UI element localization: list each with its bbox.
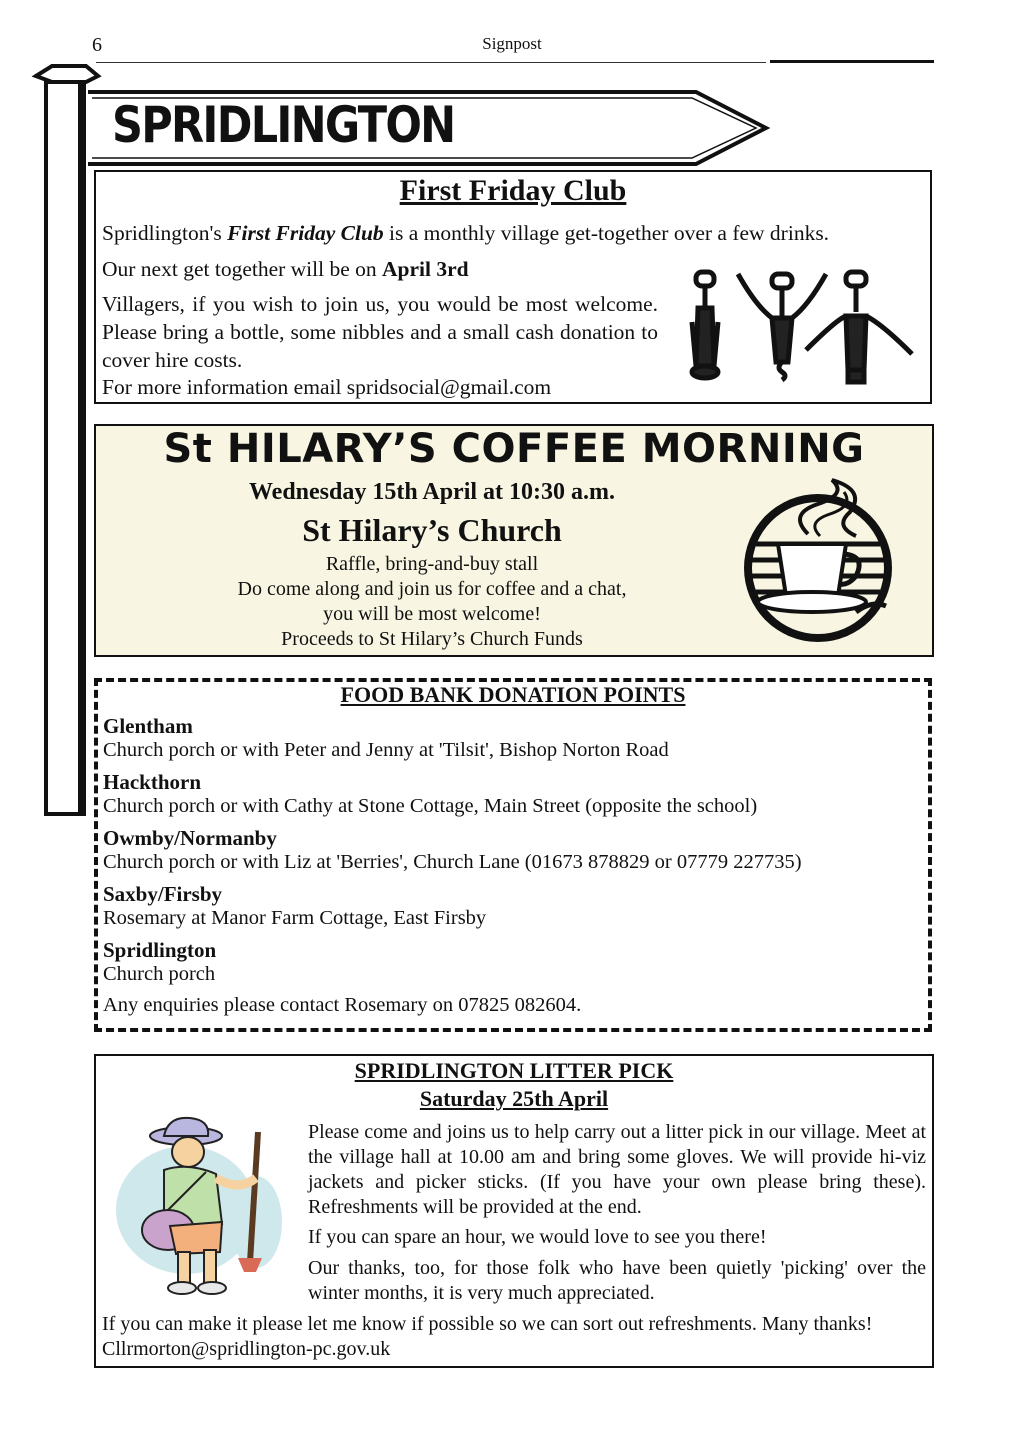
litter-pick-para: Our thanks, too, for those folk who have been quietly 'picking' over the winter months, it is very much appreciated. [308,1257,926,1304]
food-bank-detail: Rosemary at Manor Farm Cottage, East Firsby [103,907,487,929]
food-bank-location: Saxby/Firsby [103,882,223,906]
food-bank-location: Spridlington [103,938,217,962]
page-number: 6 [92,34,102,56]
first-friday-intro: Spridlington's First Friday Club is a monthly village get-together over a few drinks. [102,221,830,245]
litter-pick-date: Saturday 25th April [419,1086,609,1111]
litter-pick-email: Cllrmorton@spridlington-pc.gov.uk [102,1338,391,1360]
food-bank-enquiries: Any enquiries please contact Rosemary on 07825 082604. [103,994,582,1016]
coffee-morning-line: Proceeds to St Hilary’s Church Funds [281,628,583,650]
food-bank-detail: Church porch [103,963,216,985]
contact-email-line: For more information email spridsocial@gmail.com [102,375,552,399]
food-bank-detail: Church porch or with Cathy at Stone Cottage, Main Street (opposite the school) [103,795,758,817]
litter-pick-closing: If you can make it please let me know if possible so we can sort out refreshments. Many thanks! [102,1313,873,1335]
food-bank-detail: Church porch or with Peter and Jenny at 'Tilsit', Bishop Norton Road [103,739,669,761]
coffee-morning-line: Raffle, bring-and-buy stall [325,553,539,575]
villagers-invite: Villagers, if you wish to join us, you would be most welcome. Please bring a bottle, some nibbles and a small cash donation to cover hire costs. [102,292,658,372]
village-title: SPRIDLINGTON [112,96,455,154]
litter-pick-title: SPRIDLINGTON LITTER PICK [354,1058,674,1083]
food-bank-location: Owmby/Normanby [103,826,277,850]
next-meeting: Our next get together will be on April 3rd [102,257,469,281]
coffee-cup-icon [738,474,902,648]
coffee-morning-title: St HILARY’S COFFEE MORNING [163,426,865,472]
coffee-morning-line: you will be most welcome! [323,603,541,625]
food-bank-title: FOOD BANK DONATION POINTS [340,682,686,707]
coffee-morning-date: Wednesday 15th April at 10:30 a.m. [248,479,616,505]
food-bank-location: Hackthorn [103,770,202,794]
food-bank-detail: Church porch or with Liz at 'Berries', Church Lane (01673 878829 or 07779 227735) [103,851,802,873]
litter-pick-para: If you can spare an hour, we would love to see you there! [308,1226,767,1248]
coffee-morning-venue: St Hilary’s Church [302,512,562,548]
first-friday-title: First Friday Club [399,174,627,207]
coffee-morning-line: Do come along and join us for coffee and a chat, [237,578,627,600]
litter-pick-para: Please come and joins us to help carry out a litter pick in our village. Meet at the village hall at 10.00 am and bring some gloves. We will provide hi-viz jackets and picker sticks. (If you have your own please bring these). Refreshments will be provided at the end. [308,1121,926,1218]
corkscrews-icon [686,266,922,388]
food-bank-location: Glentham [103,714,193,738]
club-name: First Friday Club [227,221,384,245]
next-meeting-date: April 3rd [382,257,469,281]
litter-picker-person-icon [106,1112,296,1298]
running-title: Signpost [482,34,542,53]
